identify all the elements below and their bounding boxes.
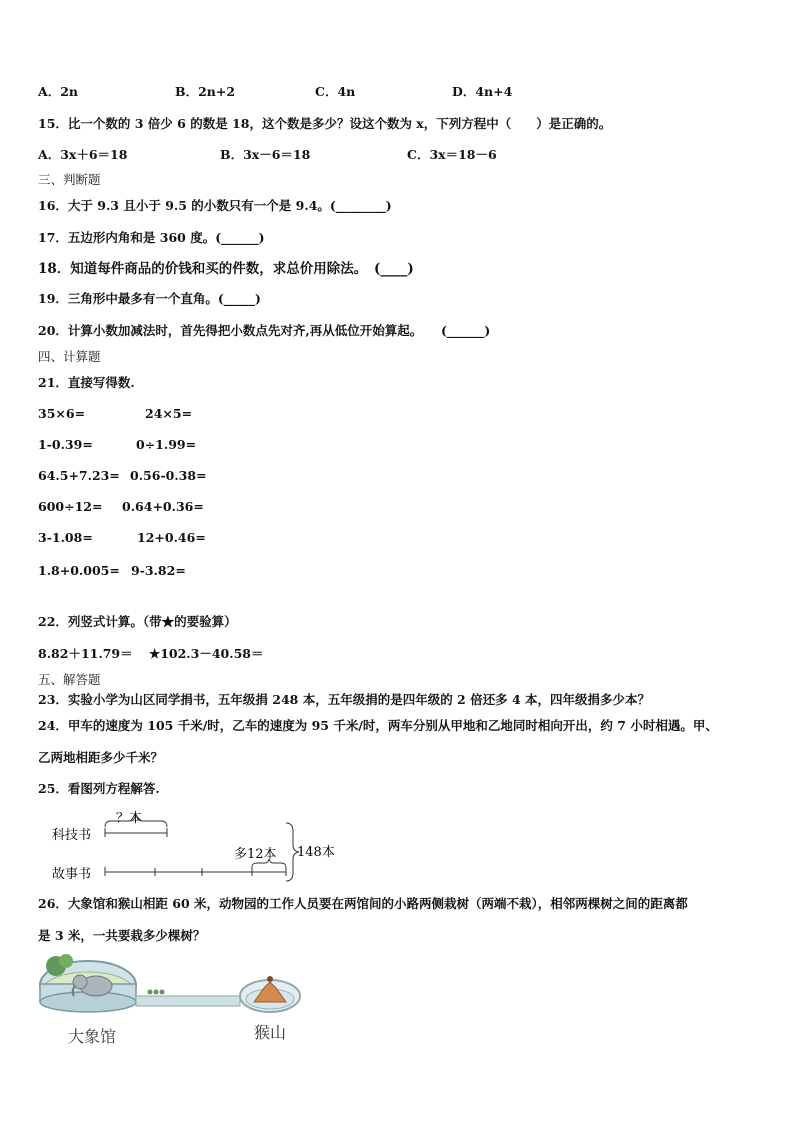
q21-item: 0.64+0.36= xyxy=(122,499,204,514)
label-monkey-mountain: 猴山 xyxy=(254,1023,287,1042)
zoo-illustration xyxy=(38,952,308,1052)
section-heading-judge: 三、判断题 xyxy=(38,172,101,187)
q23-question: 23．实验小学为山区同学捐书，五年级捐 248 本，五年级捐的是四年级的 2 倍还多 4 本，四年级捐多少本？ xyxy=(38,692,650,707)
total-label: 148本 xyxy=(297,845,335,860)
label-science-books: 科技书 xyxy=(52,828,92,843)
q19-statement: 19．三角形中最多有一个直角。(_____) xyxy=(38,291,261,306)
q21-item: 1.8+0.005= xyxy=(38,563,120,578)
q14-option-c: C．4n xyxy=(315,84,356,99)
unknown-label: ？本 xyxy=(116,811,143,826)
q21-item: 64.5+7.23= xyxy=(38,468,120,483)
q21-item: 12+0.46= xyxy=(137,530,206,545)
q21-title: 21．直接写得数. xyxy=(38,375,135,390)
section-heading-calc: 四、计算题 xyxy=(38,349,101,364)
q17-statement: 17．五边形内角和是 360 度。(______) xyxy=(38,230,265,245)
q21-item: 600÷12= xyxy=(38,499,103,514)
q26-question-line2: 是 3 米，一共要栽多少棵树？ xyxy=(38,928,206,943)
q26-question-line1: 26．大象馆和猴山相距 60 米，动物园的工作人员要在两馆间的小路两侧栽树（两端不栽），相邻两棵树之间的距离都 xyxy=(38,896,688,911)
q22-title: 22．列竖式计算。（带★的要验算） xyxy=(38,614,237,629)
q22-item: 8.82＋11.79＝ xyxy=(38,646,133,661)
q15-question: 15．比一个数的 3 倍少 6 的数是 18，这个数是多少？设这个数为 x，下列方程中（ ）是正确的。 xyxy=(38,116,612,131)
q25-title: 25．看图列方程解答. xyxy=(38,781,160,796)
q22-item: ★102.3－40.58＝ xyxy=(149,646,264,661)
q14-option-d: D．4n+4 xyxy=(452,84,513,99)
q25-segment-diagram xyxy=(48,805,348,885)
q21-item: 35×6= xyxy=(38,406,86,421)
q21-item: 1-0.39= xyxy=(38,437,93,452)
road xyxy=(136,996,240,1006)
more-label: 多12本 xyxy=(234,847,277,862)
q21-item: 24×5= xyxy=(145,406,193,421)
q21-item: 9-3.82= xyxy=(131,563,186,578)
q14-option-b: B．2n+2 xyxy=(175,84,236,99)
q21-item: 0÷1.99= xyxy=(136,437,197,452)
q16-statement: 16．大于 9.3 且小于 9.5 的小数只有一个是 9.4。(________) xyxy=(38,198,392,213)
q20-statement: 20．计算小数加减法时，首先得把小数点先对齐,再从低位开始算起。 (______) xyxy=(38,323,491,338)
q21-item: 0.56-0.38= xyxy=(130,468,207,483)
q14-option-a: A．2n xyxy=(38,84,78,99)
q18-statement: 18．知道每件商品的价钱和买的件数，求总价用除法。 (____) xyxy=(38,261,414,277)
q15-option-b: B．3x－6＝18 xyxy=(220,147,311,162)
q24-question-line2: 乙两地相距多少千米？ xyxy=(38,750,164,765)
label-elephant-house: 大象馆 xyxy=(68,1027,117,1046)
q15-option-c: C．3x＝18－6 xyxy=(407,147,497,162)
q21-item: 3-1.08= xyxy=(38,530,93,545)
label-story-books: 故事书 xyxy=(52,867,92,882)
q24-question-line1: 24．甲车的速度为 105 千米/时，乙车的速度为 95 千米/时，两车分别从甲地和乙地同时相向开出，约 7 小时相遇。甲、 xyxy=(38,718,718,733)
q15-option-a: A．3x＋6＝18 xyxy=(38,147,128,162)
section-heading-solve: 五、解答题 xyxy=(38,672,101,687)
